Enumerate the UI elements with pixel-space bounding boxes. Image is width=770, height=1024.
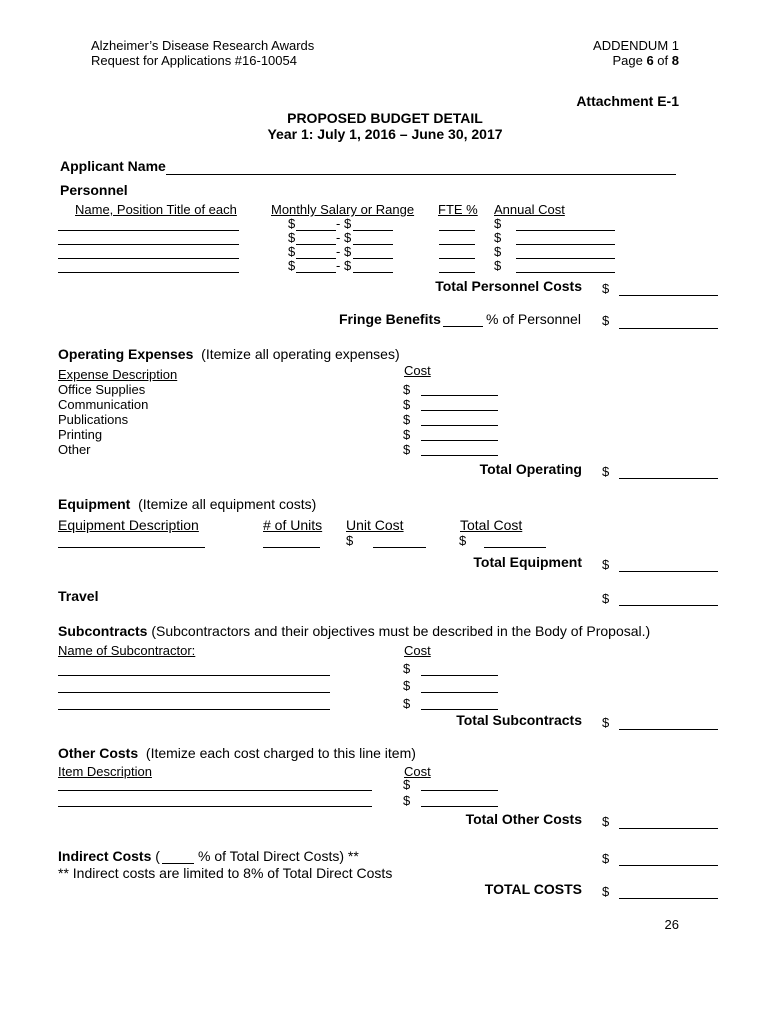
operating-col-desc: Expense Description bbox=[58, 367, 178, 382]
total-equipment-label: Total Equipment bbox=[473, 554, 582, 570]
annual-cost-field[interactable] bbox=[516, 272, 615, 273]
header-program: Alzheimer’s Disease Research Awards bbox=[91, 38, 315, 53]
salary-to-currency: $ bbox=[344, 230, 352, 245]
other-item-cost-field[interactable] bbox=[421, 790, 498, 791]
other-item-cost-field[interactable] bbox=[421, 806, 498, 807]
subcontractor-name-field[interactable] bbox=[58, 675, 330, 676]
attachment-label: Attachment E-1 bbox=[576, 93, 679, 109]
equipment-heading bbox=[58, 497, 316, 512]
salary-to-currency: $ bbox=[344, 216, 352, 231]
total-personnel-currency: $ bbox=[602, 281, 610, 296]
total-costs-field[interactable] bbox=[619, 898, 718, 899]
salary-to-currency: $ bbox=[344, 244, 352, 259]
page-total: 8 bbox=[671, 53, 679, 68]
subcontract-currency: $ bbox=[403, 678, 411, 693]
other-cost-currency: $ bbox=[403, 777, 411, 792]
operating-currency: $ bbox=[403, 427, 411, 442]
operating-cost-field[interactable] bbox=[421, 410, 498, 411]
equipment-unit-cost-field[interactable] bbox=[373, 547, 426, 548]
salary-to-field[interactable] bbox=[353, 258, 393, 259]
salary-from-field[interactable] bbox=[296, 272, 336, 273]
operating-item: Other bbox=[58, 442, 91, 457]
total-operating-field[interactable] bbox=[619, 478, 718, 479]
fringe-percent-field[interactable] bbox=[443, 326, 483, 327]
operating-currency: $ bbox=[403, 412, 411, 427]
salary-separator: - bbox=[336, 230, 341, 245]
indirect-currency: $ bbox=[602, 851, 610, 866]
subcontract-cost-field[interactable] bbox=[421, 675, 498, 676]
indirect-footnote: ** Indirect costs are limited to 8% of Total Direct Costs bbox=[58, 865, 393, 881]
equipment-col-unit-cost: Unit Cost bbox=[346, 517, 404, 533]
equipment-col-total-cost: Total Cost bbox=[460, 517, 523, 533]
page-current: 6 bbox=[646, 53, 654, 68]
subcontracts-col-name: Name of Subcontractor: bbox=[58, 643, 196, 658]
indirect-total-field[interactable] bbox=[619, 865, 718, 866]
operating-cost-field[interactable] bbox=[421, 440, 498, 441]
subcontracts-heading bbox=[58, 624, 650, 639]
fte-field[interactable] bbox=[439, 244, 475, 245]
subcontractor-name-field[interactable] bbox=[58, 709, 330, 710]
salary-from-currency: $ bbox=[288, 244, 296, 259]
equipment-unit-currency: $ bbox=[346, 533, 354, 548]
annual-currency: $ bbox=[494, 258, 502, 273]
salary-from-currency: $ bbox=[288, 216, 296, 231]
page-number: 26 bbox=[664, 917, 679, 932]
total-personnel-field[interactable] bbox=[619, 295, 718, 296]
personnel-name-field[interactable] bbox=[58, 258, 239, 259]
applicant-name-field[interactable] bbox=[166, 174, 676, 175]
personnel-col-annual: Annual Cost bbox=[494, 202, 565, 217]
annual-cost-field[interactable] bbox=[516, 258, 615, 259]
salary-separator: - bbox=[336, 216, 341, 231]
equipment-col-units: # of Units bbox=[263, 517, 323, 533]
page-title: PROPOSED BUDGET DETAIL bbox=[287, 110, 483, 126]
equipment-desc-field[interactable] bbox=[58, 547, 205, 548]
total-other-costs-field[interactable] bbox=[619, 828, 718, 829]
operating-cost-field[interactable] bbox=[421, 455, 498, 456]
personnel-name-field[interactable] bbox=[58, 272, 239, 273]
salary-from-field[interactable] bbox=[296, 258, 336, 259]
salary-from-field[interactable] bbox=[296, 244, 336, 245]
subcontracts-heading-text: Subcontracts bbox=[58, 623, 148, 639]
indirect-costs-label: Indirect Costs bbox=[58, 848, 152, 864]
indirect-costs-row: Indirect Costs ( bbox=[58, 848, 160, 864]
total-subcontracts-currency: $ bbox=[602, 715, 610, 730]
other-costs-col-desc: Item Description bbox=[58, 764, 152, 779]
indirect-percent-field[interactable] bbox=[162, 863, 194, 864]
annual-currency: $ bbox=[494, 216, 502, 231]
total-equipment-currency: $ bbox=[602, 557, 610, 572]
personnel-heading: Personnel bbox=[60, 182, 128, 198]
operating-cost-field[interactable] bbox=[421, 425, 498, 426]
subcontracts-note: (Subcontractors and their objectives must be described in the Body of Proposal.) bbox=[151, 623, 651, 639]
operating-heading-text: Operating Expenses bbox=[58, 346, 194, 362]
fte-field[interactable] bbox=[439, 272, 475, 273]
fringe-suffix: % of Personnel bbox=[486, 311, 581, 327]
personnel-col-fte: FTE % bbox=[438, 202, 478, 217]
travel-label: Travel bbox=[58, 588, 99, 604]
operating-col-cost: Cost bbox=[404, 363, 431, 378]
salary-from-field[interactable] bbox=[296, 230, 336, 231]
annual-currency: $ bbox=[494, 230, 502, 245]
personnel-name-field[interactable] bbox=[58, 244, 239, 245]
operating-item: Communication bbox=[58, 397, 149, 412]
subcontract-currency: $ bbox=[403, 661, 411, 676]
subcontracts-col-cost: Cost bbox=[404, 643, 431, 658]
total-operating-currency: $ bbox=[602, 464, 610, 479]
salary-to-currency: $ bbox=[344, 258, 352, 273]
equipment-col-desc: Equipment Description bbox=[58, 517, 199, 533]
header-rfa: Request for Applications #16-10054 bbox=[91, 53, 297, 68]
salary-to-field[interactable] bbox=[353, 230, 393, 231]
annual-currency: $ bbox=[494, 244, 502, 259]
annual-cost-field[interactable] bbox=[516, 244, 615, 245]
salary-to-field[interactable] bbox=[353, 272, 393, 273]
equipment-note: (Itemize all equipment costs) bbox=[138, 496, 317, 512]
personnel-col-name: Name, Position Title of each bbox=[75, 202, 237, 217]
total-operating-label: Total Operating bbox=[479, 461, 582, 477]
other-costs-note: (Itemize each cost charged to this line item) bbox=[145, 745, 416, 761]
operating-item: Printing bbox=[58, 427, 103, 442]
total-subcontracts-label: Total Subcontracts bbox=[456, 712, 582, 728]
header-page-indicator: Page 6 of 8 bbox=[612, 53, 679, 68]
total-personnel-label: Total Personnel Costs bbox=[435, 278, 582, 294]
fringe-currency: $ bbox=[602, 313, 610, 328]
salary-from-currency: $ bbox=[288, 230, 296, 245]
operating-item: Office Supplies bbox=[58, 382, 146, 397]
equipment-total-cost-field[interactable] bbox=[484, 547, 546, 548]
other-costs-col-cost: Cost bbox=[404, 764, 431, 779]
applicant-name-label: Applicant Name bbox=[60, 158, 166, 174]
operating-note: (Itemize all operating expenses) bbox=[201, 346, 400, 362]
salary-to-field[interactable] bbox=[353, 244, 393, 245]
travel-field[interactable] bbox=[619, 605, 718, 606]
operating-heading bbox=[58, 347, 400, 362]
personnel-col-salary: Monthly Salary or Range bbox=[271, 202, 415, 217]
personnel-name-field[interactable] bbox=[58, 230, 239, 231]
other-costs-heading-text: Other Costs bbox=[58, 745, 139, 761]
other-cost-currency: $ bbox=[403, 793, 411, 808]
total-subcontracts-field[interactable] bbox=[619, 729, 718, 730]
other-item-desc-field[interactable] bbox=[58, 806, 372, 807]
total-equipment-field[interactable] bbox=[619, 571, 718, 572]
subcontract-cost-field[interactable] bbox=[421, 709, 498, 710]
total-costs-currency: $ bbox=[602, 884, 610, 899]
fringe-total-field[interactable] bbox=[619, 328, 718, 329]
page-subtitle: Year 1: July 1, 2016 – June 30, 2017 bbox=[267, 126, 503, 142]
salary-from-currency: $ bbox=[288, 258, 296, 273]
operating-cost-field[interactable] bbox=[421, 395, 498, 396]
fte-field[interactable] bbox=[439, 258, 475, 259]
annual-cost-field[interactable] bbox=[516, 230, 615, 231]
operating-item: Publications bbox=[58, 412, 129, 427]
subcontract-cost-field[interactable] bbox=[421, 692, 498, 693]
total-costs-label: TOTAL COSTS bbox=[484, 881, 582, 897]
indirect-costs-suffix: % of Total Direct Costs) ** bbox=[198, 848, 359, 864]
equipment-total-currency: $ bbox=[459, 533, 467, 548]
other-item-desc-field[interactable] bbox=[58, 790, 372, 791]
salary-separator: - bbox=[336, 244, 341, 259]
other-costs-heading bbox=[58, 746, 416, 761]
total-other-costs-label: Total Other Costs bbox=[465, 811, 582, 827]
fte-field[interactable] bbox=[439, 230, 475, 231]
equipment-units-field[interactable] bbox=[263, 547, 320, 548]
total-other-costs-currency: $ bbox=[602, 814, 610, 829]
operating-currency: $ bbox=[403, 442, 411, 457]
subcontract-currency: $ bbox=[403, 696, 411, 711]
operating-currency: $ bbox=[403, 397, 411, 412]
fringe-benefits-label: Fringe Benefits bbox=[339, 311, 441, 327]
subcontractor-name-field[interactable] bbox=[58, 692, 330, 693]
travel-currency: $ bbox=[602, 591, 610, 606]
operating-currency: $ bbox=[403, 382, 411, 397]
header-addendum: ADDENDUM 1 bbox=[593, 38, 679, 53]
salary-separator: - bbox=[336, 258, 341, 273]
equipment-heading-text: Equipment bbox=[58, 496, 131, 512]
